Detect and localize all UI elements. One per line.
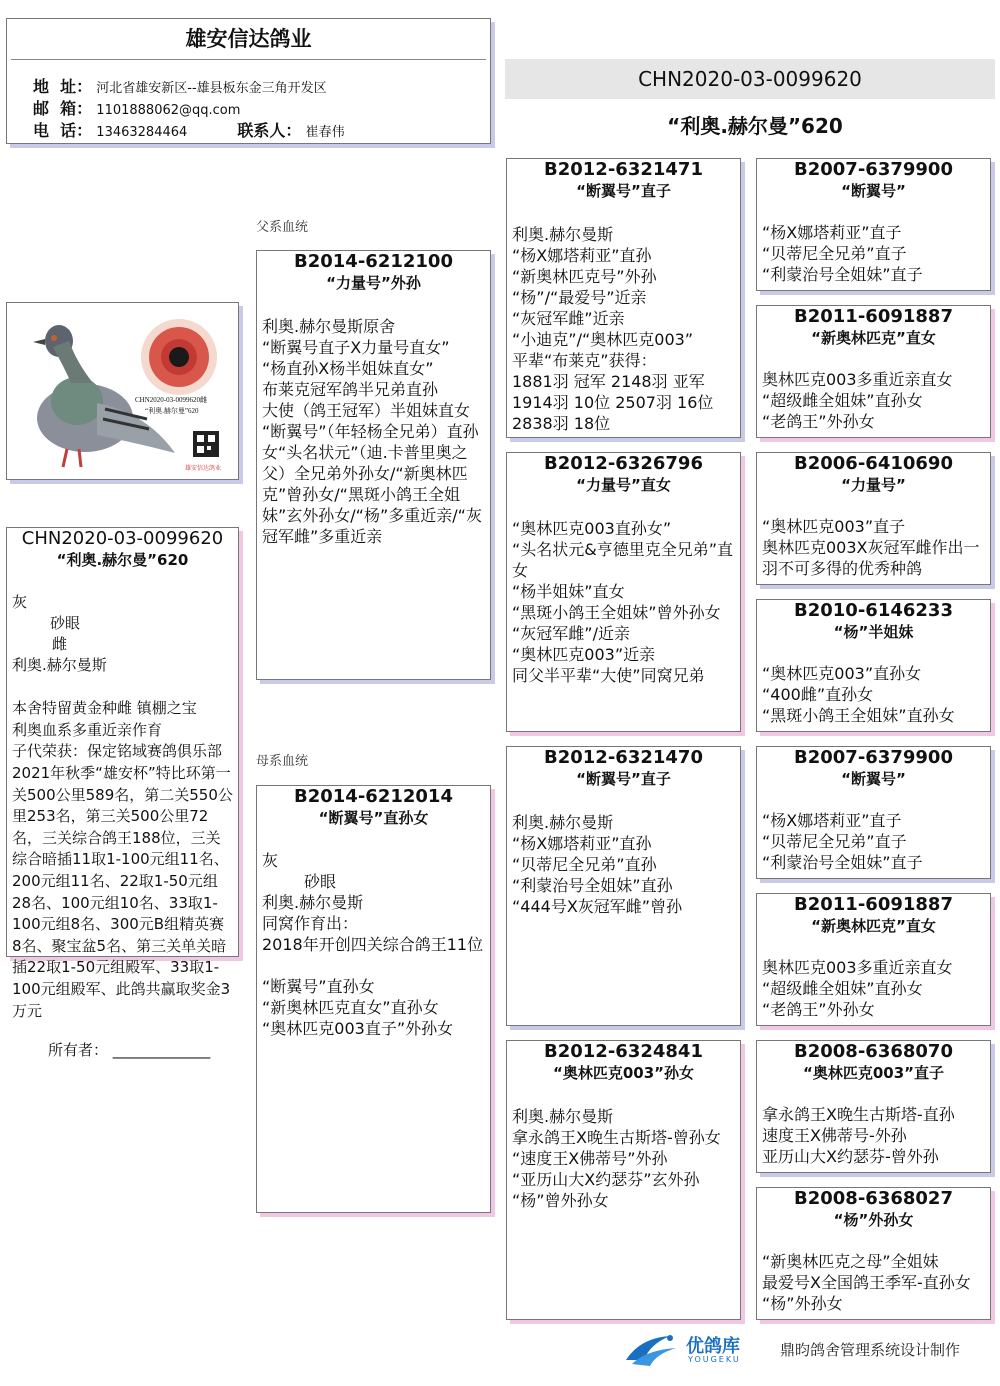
great-grandparent-box (756, 158, 991, 291)
dam-description: 利奥.赫尔曼斯 同窝作育出： 2018年开创四关综合鸽王11位 “断翼号”直孙女 “新奥林匹克直女”直孙女 “奥林匹克003直子”外孙女 (262, 893, 484, 1038)
owner-blank: _____________ (112, 1041, 211, 1059)
great-ring: B2011-6091887 (794, 894, 953, 915)
subject-sex: 雌 (52, 635, 68, 653)
great-grandparent-box (756, 452, 991, 585)
email-value: 1101888062@qq.com (96, 103, 241, 118)
grand-ring: B2012-6324841 (544, 1041, 703, 1062)
great-description: “新奥林匹克之母”全姐妹 最爱号X全国鸽王季军-直孙女 “杨”外孙女 (762, 1252, 971, 1313)
email-label: 邮 箱： (33, 99, 93, 118)
brand-name: 优鸽库 (686, 1336, 740, 1357)
great-name: “杨”半姐妹 (833, 623, 914, 641)
grand-description: 利奥.赫尔曼斯 “杨X娜塔莉亚”直孙 “新奥林匹克号”外孙 “杨”/“最爱号”近亲 “灰冠军雌”近亲 “小迪克”/“奥林匹克003” 平辈“布莱克”获得： 1881羽 冠军 2148羽 亚军 1914羽 10位 2507羽 16位 2838羽 18位 (512, 225, 714, 433)
granddam-dam-box (506, 1040, 741, 1320)
great-ring: B2007-6379900 (794, 159, 953, 180)
great-description: 拿永鸽王X晚生古斯塔-直孙 速度王X佛蒂号-外孙 亚历山大X约瑟芬-曾外孙 (762, 1105, 955, 1166)
grand-name: “断翼号”直子 (576, 182, 671, 200)
brand-name-en: YOUGEKU (688, 1355, 741, 1364)
great-name: “新奥林匹克”直女 (811, 917, 936, 935)
great-grandparent-box (756, 1187, 991, 1320)
owner-label: 所有者： (48, 1041, 109, 1059)
great-description: 奥林匹克003多重近亲直女 “超级雌全姐妹”直孙女 “老鸽王”外孙女 (762, 958, 953, 1019)
dam-ring: B2014-6212014 (294, 786, 453, 807)
grand-name: “奥林匹克003”孙女 (552, 1064, 695, 1082)
address-label: 地 址： (33, 77, 93, 96)
great-description: “杨X娜塔莉亚”直子 “贝蒂尼全兄弟”直子 “利蒙治号全姐妹”直子 (762, 811, 923, 872)
dam-color: 灰 (262, 851, 279, 870)
pigeon-photo (6, 302, 239, 480)
sire-line-label: 父系血统 (256, 220, 309, 235)
sire-description: 利奥.赫尔曼斯原舍 “断翼号直子X力量号直女” “杨直孙X杨半姐妹直女” 布莱克冠军鸽半兄弟直孙 大使（鸽王冠军）半姐妹直女 “断翼号”（年轻杨全兄弟）直孙女“头名状元”（迪.卡普里奥之父）全兄弟外孙女/“新奥林匹克”曾孙女/“黑斑小鸽王全姐妹”玄外孙女/“杨”多重近亲/“灰冠军雌”多重近亲 (262, 317, 482, 546)
dam-box (256, 785, 491, 1213)
address-row (33, 74, 327, 97)
sire-name: “力量号”外孙 (326, 274, 421, 292)
dam-line-label: 母系血统 (256, 754, 309, 769)
subject-traits (7, 571, 238, 655)
main-ring-banner (505, 59, 995, 99)
dam-traits (257, 829, 490, 892)
granddam-sire-box (506, 452, 741, 732)
grand-description: 利奥.赫尔曼斯 “杨X娜塔莉亚”直孙 “贝蒂尼全兄弟”直孙 “利蒙治号全姐妹”直孙 “444号X灰冠军雌”曾孙 (512, 813, 683, 916)
grand-name: “断翼号”直子 (576, 770, 671, 788)
phone-label: 电 话： (33, 121, 93, 140)
great-description: “杨X娜塔莉亚”直子 “贝蒂尼全兄弟”直子 “利蒙治号全姐妹”直子 (762, 223, 923, 284)
great-grandparent-box (756, 599, 991, 732)
great-ring: B2010-6146233 (794, 600, 953, 621)
address-value: 河北省雄安新区--雄县板东金三角开发区 (96, 81, 327, 96)
subject-eye: 砂眼 (50, 614, 81, 632)
great-name: “断翼号” (841, 182, 906, 200)
email-row (33, 96, 240, 119)
great-name: “断翼号” (841, 770, 906, 788)
grand-ring: B2012-6326796 (544, 453, 703, 474)
footer (620, 1330, 990, 1374)
great-name: “力量号” (841, 476, 906, 494)
great-ring: B2008-6368070 (794, 1041, 953, 1062)
sire-ring: B2014-6212100 (294, 251, 453, 272)
great-name: “奥林匹克003”直子 (802, 1064, 945, 1082)
great-grandparent-box (756, 305, 991, 438)
grand-name: “力量号”直女 (576, 476, 671, 494)
grand-ring: B2012-6321471 (544, 159, 703, 180)
great-description: “奥林匹克003”直子 奥林匹克003X灰冠军雌作出一羽不可多得的优秀种鸽 (762, 517, 980, 578)
grand-ring: B2012-6321470 (544, 747, 703, 768)
grand-description: “奥林匹克003直孙女” “头名状元&亨德里克全兄弟”直女 “杨半姐妹”直女 “黑斑小鸽王全姐妹”曾外孙女 “灰冠军雌”/近亲 “奥林匹克003”近亲 同父半平辈“大使”同窝兄弟 (512, 519, 734, 685)
great-ring: B2011-6091887 (794, 306, 953, 327)
great-ring: B2007-6379900 (794, 747, 953, 768)
main-ring: CHN2020-03-0099620 (638, 67, 862, 91)
owner-line (48, 1039, 210, 1060)
subject-description: 利奥.赫尔曼斯 本舍特留黄金种雌 镇棚之宝 利奥血系多重近亲作育 子代荣获：保定铭域赛鸽俱乐部2021年秋季“雄安杯”特比环第一关500公里589名，第二关550公里253名，第三关500公里72名，三关综合鸽王188位，三关综合暗插11取1-100元组11名、200元组11名、22取1-50元组28名、100元组10名、33取1-100元组8名、300元B组精英赛8名、聚宝盆5名、第三关单关暗插22取1-50元组殿军、33取1-100元组殿军、此鸽共赢取奖金3万元 (12, 656, 233, 1020)
photo-ring-caption: CHN2020-03-0099620雌 (135, 396, 207, 404)
pigeon-photo-illustration (7, 303, 238, 479)
footer-credit: 鼎昀鸽舍管理系统设计制作 (780, 1341, 961, 1359)
sire-box (256, 250, 491, 680)
grandsire-dam-box (506, 746, 741, 1026)
photo-stamp: 雄安信达鸽业 (185, 465, 222, 472)
contact-label: 联系人： (237, 121, 302, 140)
contact-value: 崔春伟 (305, 125, 345, 140)
great-grandparent-box (756, 1040, 991, 1173)
great-description: “奥林匹克003”直孙女 “400雌”直孙女 “黑斑小鸽王全姐妹”直孙女 (762, 664, 955, 725)
great-description: 奥林匹克003多重近亲直女 “超级雌全姐妹”直孙女 “老鸽王”外孙女 (762, 370, 953, 431)
header-divider (11, 59, 486, 60)
dam-eye: 砂眼 (304, 872, 337, 891)
subject-name: “利奥.赫尔曼”620 (56, 551, 189, 569)
subject-color: 灰 (12, 593, 28, 611)
loft-name: 雄安信达鸽业 (185, 27, 312, 51)
grandsire-sire-box (506, 158, 741, 438)
great-grandparent-box (756, 893, 991, 1026)
grand-description: 利奥.赫尔曼斯 拿永鸽王X晚生古斯塔-曾孙女 “速度王X佛蒂号”外孙 “亚历山大X约瑟芬”玄外孙 “杨”曾外孙女 (512, 1107, 721, 1210)
dam-name: “断翼号”直孙女 (318, 809, 429, 827)
great-ring: B2006-6410690 (794, 453, 953, 474)
phone-row (33, 118, 345, 141)
subject-ring: CHN2020-03-0099620 (21, 528, 224, 549)
brand-logo-icon (620, 1330, 680, 1370)
great-ring: B2008-6368027 (794, 1188, 953, 1209)
great-name: “新奥林匹克”直女 (811, 329, 936, 347)
main-name: “利奥.赫尔曼”620 (667, 114, 843, 138)
great-name: “杨”外孙女 (833, 1211, 914, 1229)
loft-info-box (6, 18, 491, 144)
photo-name-caption: “利奥.赫尔曼”620 (145, 407, 199, 415)
subject-box (6, 527, 239, 1020)
great-grandparent-box (756, 746, 991, 879)
phone-value: 13463284464 (96, 125, 188, 140)
